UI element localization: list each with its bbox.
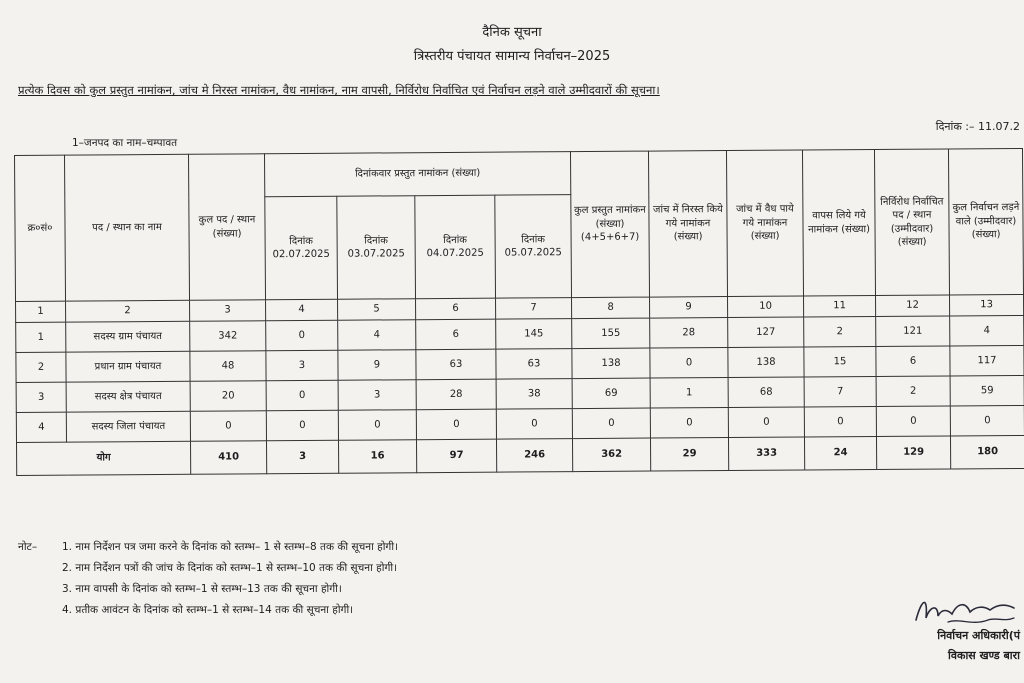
table-cell: 69 [572,378,650,409]
table-cell: 15 [804,346,876,377]
table-cell: 48 [190,351,266,382]
nomination-table [14,148,1024,476]
table-cell: 0 [266,320,338,351]
table-cell: 342 [190,321,266,352]
table-cell: 0 [650,348,728,379]
column-number: 10 [728,296,804,318]
table-cell: 6 [876,346,950,377]
table-cell: 2 [16,352,66,382]
table-cell: सदस्य ग्राम पंचायत [66,321,190,352]
note-item [18,582,398,603]
table-cell: 138 [728,347,804,378]
table-cell: 20 [190,381,266,412]
column-number: 13 [950,294,1024,316]
column-number: 7 [496,298,572,320]
total-cell: 3 [267,440,339,474]
handwritten-signature [908,592,1018,628]
table-cell: 1 [650,378,728,409]
header-unopposed: निर्विरोध निर्वाचित पद / स्थान (उम्मीदवार) (संख्या) [875,149,950,296]
header-serial: क्र०सं० [15,155,66,301]
table-cell: 127 [728,317,804,348]
table-cell: 9 [338,350,416,381]
header-total-nominations: कुल प्रस्तुत नामांकन (संख्या) (4+5+6+7) [571,151,650,298]
table-cell: 3 [266,350,338,381]
table-cell: 28 [416,379,496,410]
total-cell: 129 [877,436,951,470]
note-text: 3. नाम वापसी के दिनांक को स्तम्भ–1 से स्तम्भ–13 तक की सूचना होगी। [62,583,342,595]
column-number: 9 [650,297,728,319]
total-cell: 16 [338,440,416,474]
total-cell: 333 [729,437,805,471]
table-cell: 0 [190,411,266,442]
total-cell: 180 [951,435,1024,469]
table-cell: 6 [416,319,496,350]
total-cell: 362 [573,438,651,472]
header-date-4: दिनांक 05.07.2025 [495,195,572,299]
column-number: 4 [266,299,338,321]
table-cell: 0 [416,409,496,440]
note-item [18,561,398,582]
column-number: 8 [572,297,650,319]
table-cell: प्रधान ग्राम पंचायत [66,351,190,382]
column-number: 3 [190,300,266,322]
table-cell: 3 [338,380,416,411]
column-number: 6 [416,298,496,320]
notes-section [18,540,398,624]
header-date-3: दिनांक 04.07.2025 [415,195,496,299]
district-name: 1–जनपद का नाम–चम्पावत [72,137,178,149]
total-cell: 410 [191,441,267,475]
table-cell: 59 [950,375,1024,406]
table-cell: 28 [650,318,728,349]
table-cell: 0 [950,405,1024,436]
notice-title: दैनिक सूचना [482,25,542,40]
table-cell: 0 [804,406,876,437]
officer-office: विकास खण्ड बारा [948,649,1020,662]
total-row [17,435,1024,475]
table-cell: सदस्य जिला पंचायत [66,411,190,442]
note-text: 1. नाम निर्देशन पत्र जमा करने के दिनांक को स्तम्भ– 1 से स्तम्भ–8 तक की सूचना होगी। [62,541,399,553]
table-cell: 121 [876,316,950,347]
total-label: योग [17,441,191,475]
table-cell: 4 [338,320,416,351]
table-cell: 7 [804,376,876,407]
table-cell: 4 [950,315,1024,346]
notice-date: दिनांक :– 11.07.2 [935,120,1020,133]
table-cell: 0 [266,380,338,411]
table-cell: 0 [266,410,338,441]
table-cell: 2 [876,376,950,407]
column-number: 2 [66,300,190,322]
header-contesting: कुल निर्वाचन लड़ने वाले (उम्मीदवार) (संख्या) [949,148,1024,295]
table-cell: 0 [876,406,950,437]
column-number: 12 [876,295,950,317]
table-cell: 0 [496,409,572,440]
table-cell: 0 [650,408,728,439]
total-cell: 246 [496,439,572,473]
table-cell: 68 [728,377,804,408]
notice-subtitle: त्रिस्तरीय पंचायत सामान्य निर्वाचन–2025 [413,49,611,64]
table-cell: 0 [728,407,804,438]
column-number: 5 [338,299,416,321]
notes-label: नोट– [18,541,38,553]
header-total-posts: कुल पद / स्थान (संख्या) [188,154,265,301]
table-cell: सदस्य क्षेत्र पंचायत [66,381,190,412]
note-text: 4. प्रतीक आवंटन के दिनांक को स्तम्भ–1 से स्तम्भ–14 तक की सूचना होगी। [62,604,354,616]
table-cell: 38 [496,379,572,410]
note-item [18,540,398,561]
table-cell: 4 [16,412,66,442]
header-date-1: दिनांक 02.07.2025 [265,196,338,300]
table-cell: 3 [16,382,66,412]
header-valid: जांच में वैध पाये गये नामांकन (संख्या) [727,150,804,297]
table-cell: 117 [950,345,1024,376]
table-cell: 2 [804,316,876,347]
table-cell: 1 [16,322,66,352]
table-cell: 0 [338,410,416,441]
header-date-2: दिनांक 03.07.2025 [337,196,416,300]
table-cell: 155 [572,318,650,349]
table-cell: 63 [496,349,572,380]
header-withdrawn: वापस लिये गये नामांकन (संख्या) [803,149,876,295]
officer-designation: निर्वाचन अधिकारी(पं [937,629,1020,642]
table-cell: 0 [572,408,650,439]
total-cell: 24 [805,436,877,470]
total-cell: 97 [416,439,496,473]
header-datewise-group: दिनांकवार प्रस्तुत नामांकन (संख्या) [264,152,570,197]
note-item [18,603,398,624]
notice-intro: प्रत्येक दिवस को कुल प्रस्तुत नामांकन, जांच मे निरस्त नामांकन, वैध नामांकन, नाम वापसी, निर्विरोध निर्वाचित एवं निर्वाचन लड़ने वाले उम्मीदवारों की सूचना। [18,83,660,97]
header-post: पद / स्थान का नाम [65,154,190,301]
header-rejected: जांच में निरस्त किये गये नामांकन (संख्या) [649,151,728,298]
column-number: 11 [804,295,876,317]
total-cell: 29 [651,438,729,472]
column-number: 1 [16,301,66,322]
table-cell: 145 [496,319,572,350]
table-cell: 138 [572,348,650,379]
note-text: 2. नाम निर्देशन पत्रों की जांच के दिनांक को स्तम्भ–1 से स्तम्भ–10 तक की सूचना होगी। [62,562,398,574]
table-cell: 63 [416,349,496,380]
